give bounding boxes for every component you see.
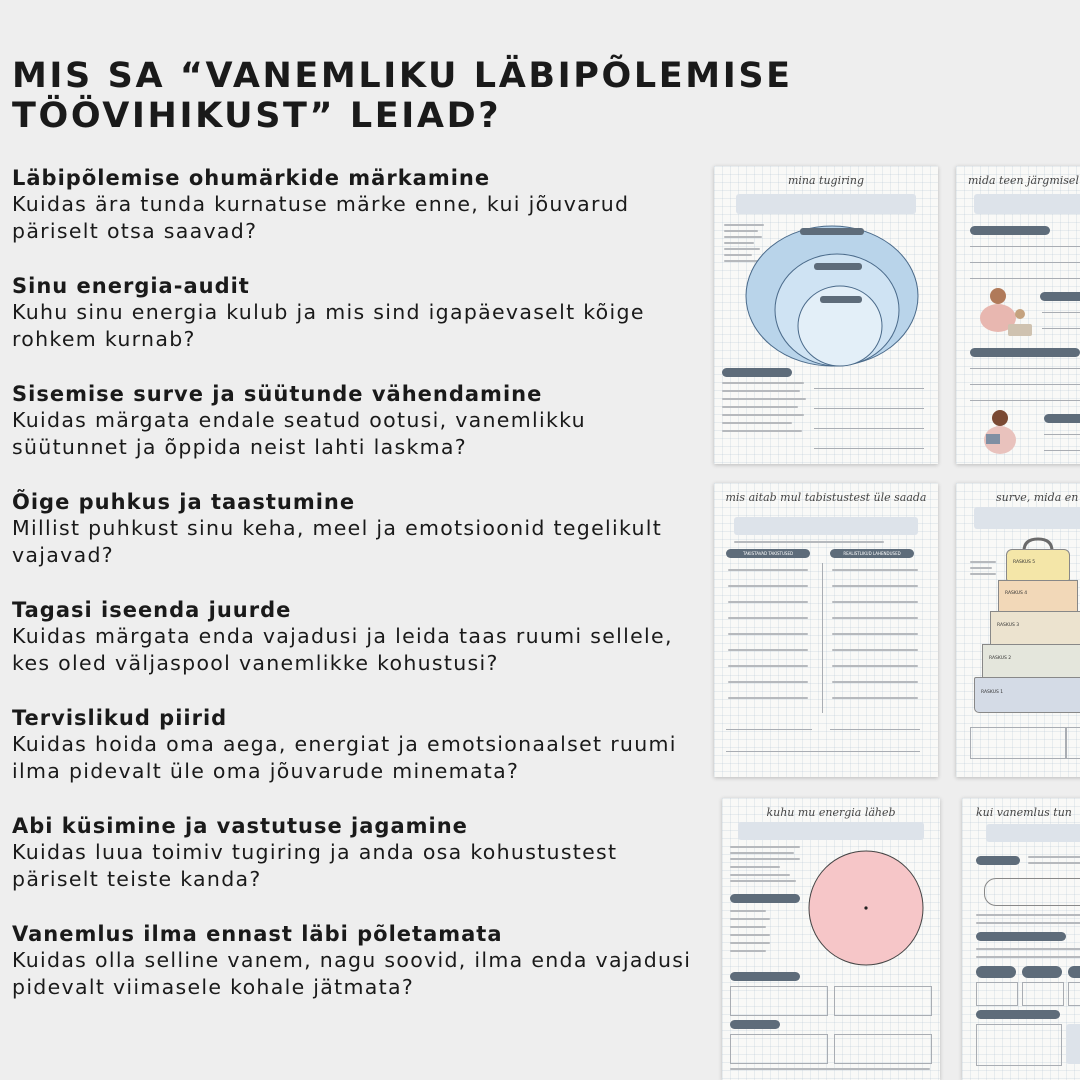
feature-item [12, 489, 702, 597]
feature-description: Kuidas märgata enda vajadusi ja leida taas ruumi sellele, kes oled väljaspool vanemlikke kohustusi? [12, 624, 673, 675]
feature-description: Kuidas luua toimiv tugiring ja anda osa kohustustest päriselt teiste kanda? [12, 840, 618, 891]
section-tag [1040, 292, 1080, 301]
pressure-level-2: RASKUS 2 [982, 644, 1080, 678]
feature-description: Kuhu sinu energia kulub ja mis sind igapäevaselt kõige rohkem kurnab? [12, 300, 645, 351]
column-header-obstacles: TAKISTAVAD TAKISTUSED [726, 549, 810, 558]
intro-band [974, 507, 1080, 529]
worksheet-preview-support-circle [714, 166, 938, 464]
section-tag [970, 348, 1080, 357]
section-tag [730, 894, 800, 903]
pill-box [984, 878, 1080, 906]
feature-description: Kuidas hoida oma aega, energiat ja emotsionaalset ruumi ilma pidevalt üle oma jõuvarude minemata? [12, 732, 677, 783]
reading-mother-illustration [972, 406, 1028, 460]
mother-illustration [970, 284, 1036, 338]
intro-band [734, 517, 918, 535]
feature-description: Kuidas ära tunda kurnatuse märke enne, kui jõuvarud päriselt otsa saavad? [12, 192, 630, 243]
pressure-level-1: RASKUS 1 [974, 677, 1080, 713]
feature-item [12, 597, 702, 705]
feature-description: Millist puhkust sinu keha, meel ja emotsioonid tegelikult vajavad? [12, 516, 663, 567]
intro-band [974, 194, 1080, 214]
worksheet-title: mis aitab mul tabistustest üle saada [725, 491, 927, 504]
worksheet-preview-energy [722, 798, 940, 1080]
feature-list [12, 165, 702, 1029]
feature-title: Abi küsimine ja vastutuse jagamine [12, 814, 468, 838]
section-tag [976, 932, 1066, 941]
worksheet-title: kuhu mu energia läheb [766, 806, 896, 819]
pressure-level-3: RASKUS 3 [990, 611, 1080, 645]
intro-band [986, 824, 1080, 842]
worksheet-preview-parenthood [962, 798, 1080, 1080]
feature-title: Õige puhkus ja taastumine [12, 490, 356, 514]
feature-title: Tagasi iseenda juurde [12, 598, 292, 622]
section-tag [976, 1010, 1060, 1019]
feature-item [12, 813, 702, 921]
feature-title: Läbipõlemise ohumärkide märkamine [12, 166, 491, 190]
section-tag [730, 972, 800, 981]
feature-description: Kuidas märgata endale seatud ootusi, vanemlikku süütunnet ja õppida neist lahti laskma? [12, 408, 586, 459]
support-circle-diagram [742, 218, 922, 368]
feature-description: Kuidas olla selline vanem, nagu soovid, ilma enda vajadusi pidevalt viimasele kohale jätmata? [12, 948, 692, 999]
column-header-solutions: REALISTLIKUD LAHENDUSED [830, 549, 914, 558]
worksheet-title: mina tugiring [787, 174, 865, 187]
feature-item [12, 165, 702, 273]
feature-title: Sisemise surve ja süütunde vähendamine [12, 382, 543, 406]
intro-band [738, 822, 924, 840]
feature-item [12, 921, 702, 1029]
intro-band [736, 194, 916, 214]
worksheet-preview-obstacles [714, 483, 938, 777]
worksheet-title: kui vanemlus tun [976, 806, 1072, 819]
worksheet-preview-next-steps [956, 166, 1080, 464]
feature-title: Vanemlus ilma ennast läbi põletamata [12, 922, 503, 946]
worksheet-title: surve, mida en [996, 491, 1079, 504]
feature-title: Sinu energia-audit [12, 274, 250, 298]
section-tag [976, 856, 1020, 865]
worksheet-preview-pressure [956, 483, 1080, 777]
page-title: MIS SA “VANEMLIKU LÄBIPÕLEMISE TÖÖVIHIKUST” LEIAD? [12, 56, 793, 136]
section-tag [1044, 414, 1080, 423]
pressure-level-4: RASKUS 4 [998, 580, 1078, 612]
pressure-level-5: RASKUS 5 [1006, 549, 1070, 581]
section-tag [722, 368, 792, 377]
feature-item [12, 705, 702, 813]
section-tag [970, 226, 1050, 235]
feature-item [12, 273, 702, 381]
energy-pie-chart [806, 848, 926, 968]
feature-title: Tervislikud piirid [12, 706, 228, 730]
worksheet-title: mida teen järgmisel [968, 174, 1079, 187]
section-tag [730, 1020, 780, 1029]
feature-item [12, 381, 702, 489]
